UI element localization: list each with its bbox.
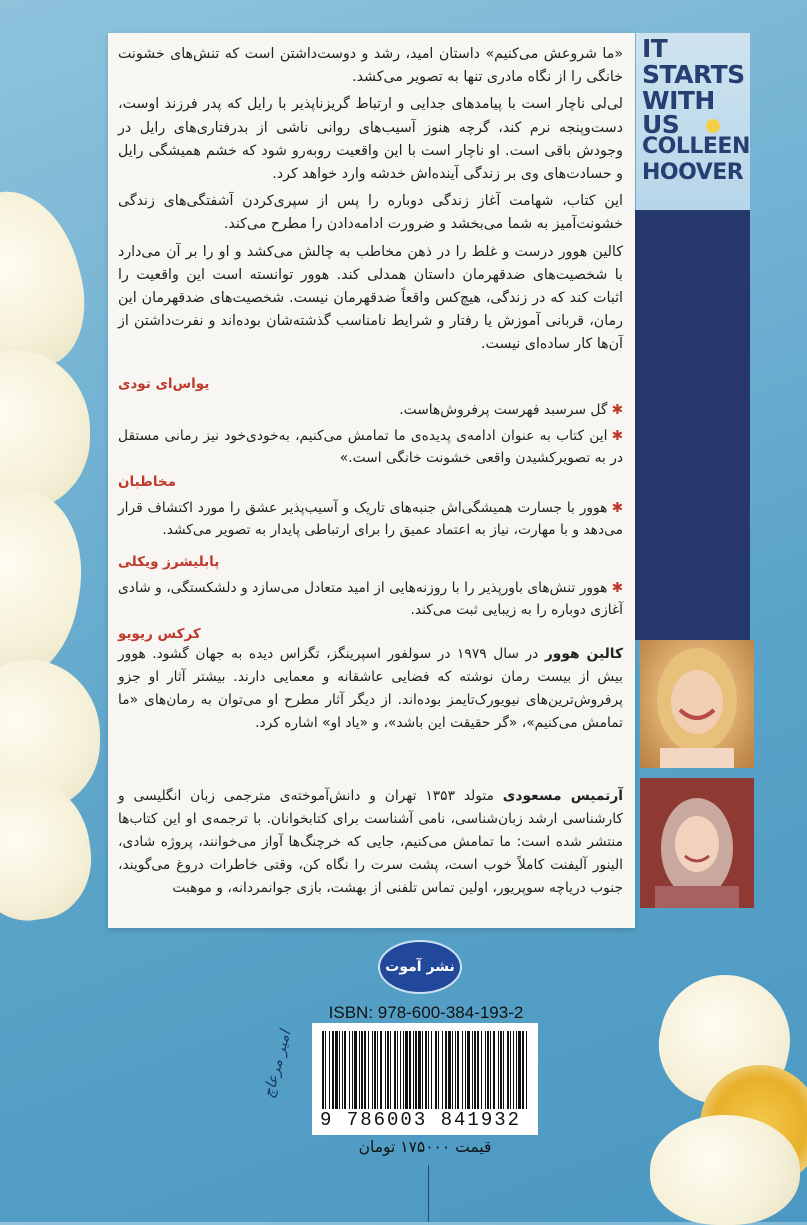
barcode-bar — [467, 1031, 470, 1109]
barcode-bar — [361, 1031, 363, 1109]
barcode-bar — [445, 1031, 447, 1109]
bullet-icon: ✱ — [611, 428, 623, 444]
author-bio-text: در سال ۱۹۷۹ در سولفور اسپرینگز، تگزاس دیده به جهان گشود. هوور بیش از بیست رمان نوشته که فضایی عاشقانه و معمایی دارند. بیشتر آثار او جزو پرفروش‌ترین‌های نیویورک‌تایمز بوده‌اند. از دیگر آثار مطرح او می‌توان به رمان‌های «ما تمامش می‌کنیم»، «گر حقیقت این باشد»، و «یاد او» اشاره کرد. — [118, 646, 623, 731]
barcode-bar — [380, 1031, 382, 1109]
barcode-bar — [513, 1031, 514, 1109]
barcode-bar — [352, 1031, 353, 1109]
back-cover-card — [108, 33, 635, 928]
bullet-icon: ✱ — [611, 580, 623, 596]
translator-bio-text: متولد ۱۳۵۳ تهران و دانش‌آموخته‌ی مترجمی زبان انگلیسی و کارشناسی ارشد زبان‌شناسی، نامی آشناست برای کتابخوانان. با ترجمه‌ی او این کتاب‌ها منتشر شده است: ما تمامش می‌کنیم، جایی که خرچنگ‌ها آواز می‌خوانند، پروژه شادی، الینور آلیفنت کاملاً خوب است، پشت سرت را نگاه کن، وقتی خاطرات دروغ می‌گویند، جنوب دریاچه سوپریور، اولین تماس تلفنی از بهشت، بازی جوانمردانه، و موهبت — [118, 788, 623, 896]
description-paragraph: کالین هوور درست و غلط را در ذهن مخاطب به چالش می‌کشد و او را بر آن می‌دارد با شخصیت‌های ضدقهرمان داستان همدلی کند. هوور توانسته است این واقعیت را اثبات کند که در زندگی، هیچ‌کس واقعاً ضدقهرمان نیست. شخصیت‌های ضدقهرمان این رمان، قربانی آموزش یا رفتار و شرایط نامناسب گذشته‌شان بوده‌اند و نفرت‌داشتن از آن‌ها کار ساده‌ای نیست. — [118, 243, 623, 353]
barcode-bar — [368, 1031, 369, 1109]
barcode-bar — [516, 1031, 517, 1109]
barcode-bar — [418, 1031, 421, 1109]
barcode-bar — [431, 1031, 432, 1109]
book-title-line: IT — [642, 34, 668, 63]
barcode-bar — [409, 1031, 411, 1109]
barcode-bar — [387, 1031, 389, 1109]
barcode-bar — [377, 1031, 378, 1109]
barcode-bar — [397, 1031, 398, 1109]
barcode-bar — [442, 1031, 443, 1109]
barcode-bar — [339, 1031, 340, 1109]
barcode-bar — [400, 1031, 401, 1109]
book-title-line: WITH US — [642, 86, 715, 139]
review-text: ✱هوور با جسارت همیشگی‌اش جنبه‌های تاریک و آسیب‌پذیر عشق را مورد اکتشاف قرار می‌دهد و با مهارت، نیاز به اعتماد عمیق را برای ارتباطی پایدار به تصویر می‌کشد. — [118, 500, 623, 538]
barcode-bar — [394, 1031, 396, 1109]
background-flower-left-lower — [0, 620, 110, 920]
barcode-bar — [522, 1031, 524, 1109]
barcode-bar — [329, 1031, 330, 1109]
review-text: ✱گل سرسبد فهرست پرفروش‌هاست. — [399, 402, 623, 418]
barcode-bar — [372, 1031, 373, 1109]
barcode-bar — [452, 1031, 453, 1109]
review-text: ✱هوور تنش‌های باورپذیر را با روزنه‌هایی از امید متعادل می‌سازد و دلشکستگی، و شادی آغازی دوباره را به زیبایی ثبت می‌کند. — [118, 580, 623, 618]
barcode-bar — [428, 1031, 429, 1109]
barcode-bar — [465, 1031, 466, 1109]
barcode-bar — [413, 1031, 414, 1109]
barcode-bar — [474, 1031, 476, 1109]
barcode-bar — [510, 1031, 511, 1109]
barcode-bar — [507, 1031, 509, 1109]
barcode-bar — [485, 1031, 486, 1109]
barcode-bar — [490, 1031, 491, 1109]
barcode-bar — [390, 1031, 391, 1109]
book-author-line: COLLEEN — [642, 134, 750, 159]
barcode-bar — [344, 1031, 346, 1109]
publisher-logo: نشر آموت — [378, 940, 462, 994]
barcode-bar — [405, 1031, 408, 1109]
price-label: قیمت ۱۷۵۰۰۰ تومان — [358, 1138, 492, 1156]
barcode-bar — [493, 1031, 495, 1109]
barcode-bar — [374, 1031, 376, 1109]
isbn-label: ISBN: 978-600-384-193-2 — [328, 1003, 524, 1022]
flower-decoration-icon — [706, 119, 720, 133]
book-author-line: HOOVER — [642, 160, 744, 185]
barcode-digits: 9 786003 841932 — [320, 1109, 522, 1131]
barcode-bar — [500, 1031, 502, 1109]
barcode-bar — [349, 1031, 350, 1109]
description-paragraph: لی‌لی ناچار است با پیامدهای جدایی و ارتباط گریزناپذیر با رایل که پدر فرزند اوست، دست‌وپنجه نرم کند، گرچه هنوز آسیب‌های روانی ناشی از بدرفتاری‌های رایل در وجودش باقی است. او ناچار است با این واقعیت روبه‌رو شود که خشم همیشگی رایل و حسادت‌های وی بر زندگی آینده‌اش خدشه وارد خواهد کرد. — [118, 96, 623, 183]
barcode-bar — [435, 1031, 437, 1109]
barcode-bar — [425, 1031, 427, 1109]
barcode-bar — [487, 1031, 489, 1109]
barcode-bar — [354, 1031, 357, 1109]
barcode-bars-icon — [322, 1031, 528, 1109]
barcode-bar — [518, 1031, 521, 1109]
author-bio — [118, 643, 623, 739]
review-text: ✱این کتاب به عنوان ادامه‌ی پدیده‌ی ما تمامش می‌کنیم، به‌خودی‌خود نیز رمانی مستقل در به تصویرکشیدن واقعی خشونت خانگی است.» — [118, 428, 623, 466]
book-cover-thumbnail — [636, 33, 750, 210]
barcode-bar — [385, 1031, 386, 1109]
barcode — [312, 1023, 538, 1135]
navy-side-strip — [635, 210, 750, 640]
barcode-bar — [335, 1031, 338, 1109]
barcode-bar — [457, 1031, 459, 1109]
review-source: مخاطبان — [118, 474, 176, 490]
translator-portrait-icon — [640, 778, 754, 908]
description-paragraph: این کتاب، شهامت آغاز زندگی دوباره را پس از سپری‌کردن آشفتگی‌های زندگی خشونت‌آمیز به شما می‌بخشد و ضرورت ادامه‌دادن را مطرح می‌کند. — [118, 193, 623, 233]
barcode-bar — [322, 1031, 324, 1109]
barcode-bar — [332, 1031, 334, 1109]
barcode-bar — [422, 1031, 423, 1109]
description-paragraph: «ما شروعش می‌کنیم» داستان امید، رشد و دوست‌داشتن است که تنش‌های خشونت خانگی را از نگاه مادری تنها به تصویر می‌کشد. — [118, 46, 623, 86]
barcode-bar — [415, 1031, 417, 1109]
decorative-line — [428, 1165, 429, 1222]
barcode-bar — [477, 1031, 479, 1109]
barcode-bar — [438, 1031, 439, 1109]
barcode-bar — [503, 1031, 504, 1109]
bullet-icon: ✱ — [611, 500, 623, 516]
book-description — [118, 43, 623, 361]
book-title-line: STARTS — [642, 60, 745, 89]
translator-photo — [640, 778, 754, 908]
translator-bio — [118, 785, 623, 904]
barcode-bar — [342, 1031, 343, 1109]
barcode-bar — [481, 1031, 482, 1109]
translator-name: آرتمیس مسعودی — [502, 788, 624, 804]
review-source: یواس‌ای تودی — [118, 376, 210, 392]
author-photo — [640, 640, 754, 768]
barcode-bar — [472, 1031, 473, 1109]
bullet-icon: ✱ — [611, 402, 623, 418]
designer-signature: امیر مرعاچ — [258, 1028, 295, 1100]
review-source: کرکس ریویو — [118, 626, 201, 642]
reviews-section — [118, 375, 623, 649]
author-portrait-icon — [640, 640, 754, 768]
barcode-bar — [359, 1031, 360, 1109]
barcode-bar — [364, 1031, 366, 1109]
barcode-bar — [498, 1031, 499, 1109]
barcode-bar — [403, 1031, 404, 1109]
review-source: پابلیشرز ویکلی — [118, 554, 220, 570]
barcode-bar — [448, 1031, 451, 1109]
barcode-bar — [462, 1031, 463, 1109]
author-name: کالین هوور — [544, 646, 623, 662]
background-flower-right — [650, 975, 807, 1225]
barcode-bar — [526, 1031, 527, 1109]
barcode-bar — [455, 1031, 456, 1109]
barcode-bar — [325, 1031, 326, 1109]
